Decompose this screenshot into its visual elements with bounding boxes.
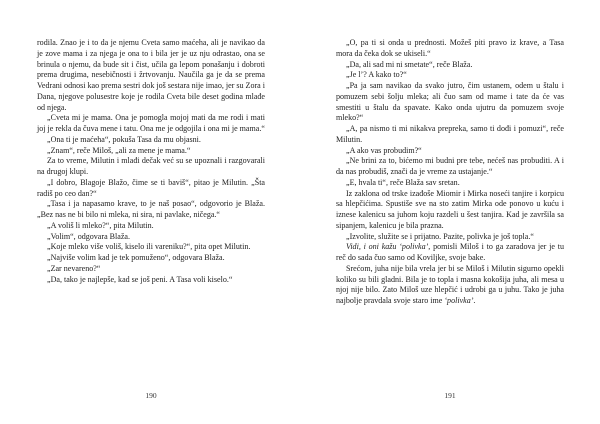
paragraph	[336, 242, 564, 264]
paragraph: „Da, ali sad mi ni smetate“, reče Blaža.	[346, 59, 473, 69]
paragraph: „Izvolite, služite se i prijatno. Pazite, polivka je još topla.“	[346, 231, 534, 241]
paragraph: „Najviše volim kad je tek pomuženo“, odgovara Blaža.	[47, 253, 225, 262]
paragraph: „A, pa nismo ti mi nikakva prepreka, samo ti dođi i pomuzi“, reče Milutin.	[336, 124, 564, 144]
paragraph: „Volim“, odgovara Blaža.	[47, 231, 130, 241]
paragraph: „Da, tako je najlepše, kad se još peni. A Tasa voli kiselo.“	[47, 274, 233, 284]
paragraph	[336, 264, 564, 307]
paragraph: „A voliš li mleko?“, pita Milutin.	[47, 220, 154, 230]
page-number: 191	[444, 391, 456, 400]
paragraph: „Cveta mi je mama. Ona je pomogla mojoj mati da me rodi i mati joj je rekla da čuva mene i tatu. Ona me je odgojila i ona mi je mama.“	[37, 113, 265, 133]
paragraph-text: .	[473, 296, 476, 305]
left-page-text	[37, 38, 265, 285]
paragraph: Za to vreme, Milutin i mlađi dečak već su se upoznali i razgovarali na drugoj klupi.	[37, 156, 265, 176]
paragraph: Iz zaklona od trske izađoše Miomir i Mirka noseći tanjire i korpicu sa hlepčićima. Spustiše sve na sto zatim Mirka ode ponovo u kuću i iznese kalenicu sa juhom koju razdeli u šest tanjira. Kad je završila sa sipanjem, kalenicu je bila prazna.	[336, 188, 564, 230]
right-page-text	[336, 38, 564, 307]
paragraph: „Ne brini za to, bićemo mi budni pre tebe, nećeš nas probuditi. A i da nas probudiš, znači da je vreme za ustajanje.“	[336, 156, 564, 176]
paragraph: rodila. Znao je i to da je njemu Cveta samo maćeha, ali je navikao da je zove mama i za njega je ona to i bila jer je uz nju odrastao, ona se brinula o njemu, da bude sit i čist, učila ga lepom ponašanju i dobroti prema drugima, nesebičnosti i žrtvovanju. Naučila ga je da se prema Vedrani odnosi kao prema sestri dok još sestara nije imao, jer su Zora i Dana, njegove polusestre koje je rodila Cveta bile deset godina mlađe od njega.	[37, 38, 265, 112]
paragraph: „Pa ja sam navikao da svako jutro, čim ustanem, odem u štalu i pomuzem sebi šolju mleka; ali čuo sam od mame i tate da će vas smestiti u štalu da spavate. Kako onda ujutru da pomuzem svoje mleko?“	[336, 81, 564, 123]
paragraph: „A ako vas probudim?“	[346, 145, 422, 155]
italic-phrase: Vidi, i oni kažu ‘polivka’	[346, 242, 429, 252]
paragraph: „I dobro, Blagoje Blažo, čime se ti baviš“, pitao je Milutin. „Šta radiš po ceo dan?“	[37, 177, 265, 198]
right-page	[300, 0, 600, 424]
italic-phrase: ‘polivka’	[444, 296, 474, 305]
page-number: 190	[145, 391, 157, 400]
paragraph-text: , pomisli Miloš i to ga zaradova jer je tu reč do sada čuo samo od Koviljke, svoje bake.	[336, 242, 564, 262]
paragraph: „Zar nevareno?“	[47, 263, 101, 273]
paragraph: „Znam“, reče Miloš, „ali za mene je mama.“	[47, 145, 191, 155]
paragraph-text: Srećom, juha nije bila vrela jer bi se Miloš i Milutin sigurno opekli koliko su bili gladni. Bila je to topla i masna kokošija juha, ali mesa u njoj nije bilo. Zato Miloš uze hlepčić i udrobi ga u juhu. Tako je juha najbolje pravdala svoje staro ime	[336, 263, 564, 305]
paragraph: „Je l’? A kako to?“	[346, 70, 407, 80]
paragraph: „Tasa i ja napasamo krave, to je naš posao“, odgovorio je Blaža. „Bez nas ne bi bilo ni mleka, ni sira, ni pavlake, ničega.“	[37, 199, 265, 219]
paragraph: „Ona ti je maćeha“, pokuša Tasa da mu objasni.	[47, 134, 201, 144]
paragraph: „Koje mleko više voliš, kiselo ili vareniku?“, pita opet Milutin.	[47, 242, 251, 252]
paragraph: „O, pa ti si onda u prednosti. Možeš piti pravo iz krave, a Tasa mora da čeka dok se ukiseli.“	[336, 38, 564, 58]
paragraph: „E, hvala ti“, reče Blaža sav sretan.	[346, 177, 460, 187]
